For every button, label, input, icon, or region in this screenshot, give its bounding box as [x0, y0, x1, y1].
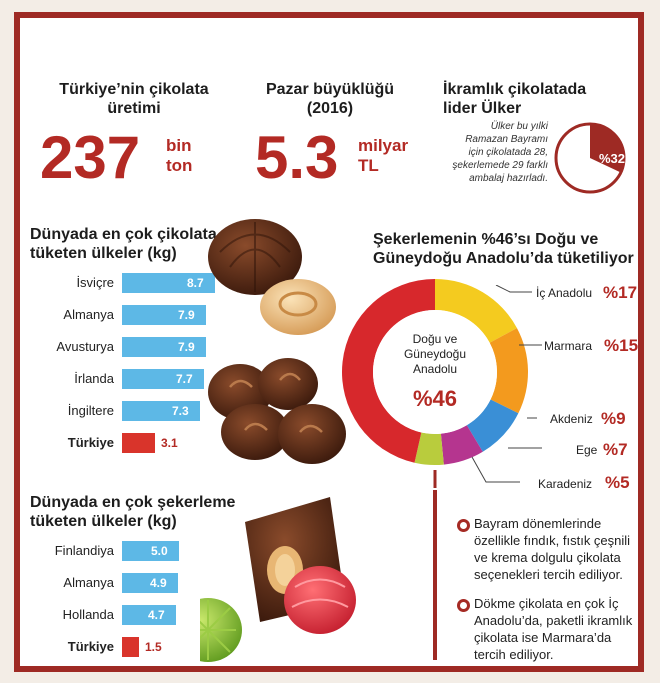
region-label-marmara: Marmara — [544, 339, 593, 353]
donut-chart-title-line2: Güneydoğu Anadolu’da tüketiliyor — [373, 250, 634, 267]
region-pct-ege: %7 — [603, 440, 628, 459]
market-unit — [358, 136, 408, 176]
bar-category-label: Hollanda — [62, 607, 114, 622]
donut-leader-lines — [470, 285, 593, 495]
production-title-line1: Türkiye’nin çikolata — [59, 81, 209, 98]
leader-line-ic-anadolu — [496, 285, 532, 292]
chocolate-bar-chart — [30, 272, 204, 472]
leader-note-line: Ülker bu yılki — [490, 121, 548, 132]
leader-line-karadeniz — [472, 457, 520, 482]
candy-bar-chart — [30, 540, 180, 660]
chocolate-chart-title-line2: tüketen ülkeler (kg) — [30, 245, 177, 262]
bar-value-label: 7.9 — [178, 340, 195, 354]
note-line: çikolata ise Marmara’da — [474, 630, 612, 645]
donut-chart-title-line1: Şekerlemenin %46’sı Doğu ve — [373, 231, 599, 248]
bar-value-label: 5.0 — [151, 544, 168, 558]
region-pct-karadeniz: %5 — [605, 473, 630, 492]
donut-center-line: Güneydoğu — [403, 347, 467, 361]
leader-note-line: ambalaj hazırladı. — [469, 173, 548, 184]
production-value: 237 — [40, 124, 141, 191]
timeline-stem — [433, 490, 437, 660]
market-value: 5.3 — [255, 124, 339, 191]
note-line: Bayram dönemlerinde — [474, 516, 602, 531]
region-pct-akdeniz: %9 — [601, 409, 626, 428]
note-line: tercih ediliyor. — [474, 647, 554, 662]
truffle-group-icon — [208, 358, 346, 464]
region-pct-ic-anadolu: %17 — [603, 283, 638, 302]
note-bullet-icon — [457, 519, 470, 532]
bar-category-label: Türkiye — [67, 435, 114, 450]
bar-value-label: 3.1 — [161, 436, 178, 450]
bar-category-label: Almanya — [63, 575, 114, 590]
bar-row — [30, 604, 219, 626]
donut-center-value: %46 — [412, 386, 458, 411]
bar-category-label: İngiltere — [67, 403, 114, 418]
red-jelly-candy-icon — [284, 566, 356, 634]
bar-value-label: 8.7 — [187, 276, 204, 290]
note-1 — [474, 515, 630, 583]
bar-row — [30, 572, 219, 594]
market-title-line2: (2016) — [306, 100, 354, 117]
region-label-ege: Ege — [576, 443, 598, 457]
bar-value-label: 1.5 — [145, 640, 162, 654]
region-pct-marmara: %15 — [604, 336, 639, 355]
leader-title-line2: lider Ülker — [443, 100, 522, 117]
production-unit — [166, 136, 192, 176]
note-line: Anadolu’da, paketli ikramlık — [474, 613, 633, 628]
note-2 — [474, 595, 632, 663]
chocolate-chart-title-line1: Dünyada en çok çikolata — [30, 226, 217, 243]
production-title-line2: üretimi — [107, 100, 161, 117]
bar-row — [30, 636, 219, 658]
region-label-akdeniz: Akdeniz — [550, 412, 593, 426]
note-bullet-icon — [457, 599, 470, 612]
bar-category-label: Türkiye — [67, 639, 114, 654]
note-line: ve krema dolgulu çikolata — [474, 550, 621, 565]
candy-chart-title-line1: Dünyada en çok şekerleme — [30, 494, 236, 511]
note-line: Dökme çikolata en çok İç — [474, 596, 619, 611]
production-title — [44, 80, 224, 118]
leader-note-line: için çikolatada 28, — [468, 147, 548, 158]
leader-share-label: %32 — [598, 151, 626, 166]
bar-category-label: Almanya — [63, 307, 114, 322]
market-unit-line1: milyar — [358, 136, 409, 155]
production-unit-line1: bin — [166, 136, 192, 155]
bar-value-label: 7.7 — [176, 372, 193, 386]
bar-value-label: 4.9 — [150, 576, 167, 590]
bar-category-label: Finlandiya — [54, 543, 114, 558]
caramel-candy-icon — [260, 279, 336, 335]
donut-center-line: Anadolu — [412, 362, 458, 376]
note-line: seçenekleri tercih ediliyor. — [474, 567, 623, 582]
bar-value-label: 4.7 — [148, 608, 165, 622]
candy-chart-title-line2: tüketen ülkeler (kg) — [30, 513, 177, 530]
green-jelly-candy-icon — [200, 598, 242, 662]
bar — [122, 637, 139, 657]
leader-note-line: Ramazan Bayramı — [465, 134, 548, 145]
bar-value-label: 7.9 — [178, 308, 195, 322]
bar-category-label: Avusturya — [56, 339, 114, 354]
donut-chart-title — [373, 230, 643, 268]
leader-note-line: şekerlemede 29 farklı — [452, 160, 548, 171]
leader-title-line1: İkramlık çikolatada — [443, 81, 587, 98]
region-label-karadeniz: Karadeniz — [538, 477, 593, 491]
market-title — [255, 80, 405, 118]
donut-center-line: Doğu ve — [412, 332, 458, 346]
bar-row — [30, 540, 219, 562]
donut-center-label — [395, 332, 475, 377]
bar-category-label: İrlanda — [74, 371, 114, 386]
region-label-ic-anadolu: İç Anadolu — [536, 286, 593, 300]
note-line: özellikle fındık, fıstık çeşnili — [474, 533, 631, 548]
bar — [122, 433, 155, 453]
market-unit-line2: TL — [358, 156, 379, 175]
bar-category-label: İsviçre — [76, 275, 114, 290]
market-title-line1: Pazar büyüklüğü — [265, 81, 395, 98]
leader-share-pie — [550, 118, 630, 198]
bar-value-label: 7.3 — [172, 404, 189, 418]
leader-note — [430, 120, 548, 185]
leader-title — [443, 80, 613, 118]
production-unit-line2: ton — [166, 156, 193, 175]
